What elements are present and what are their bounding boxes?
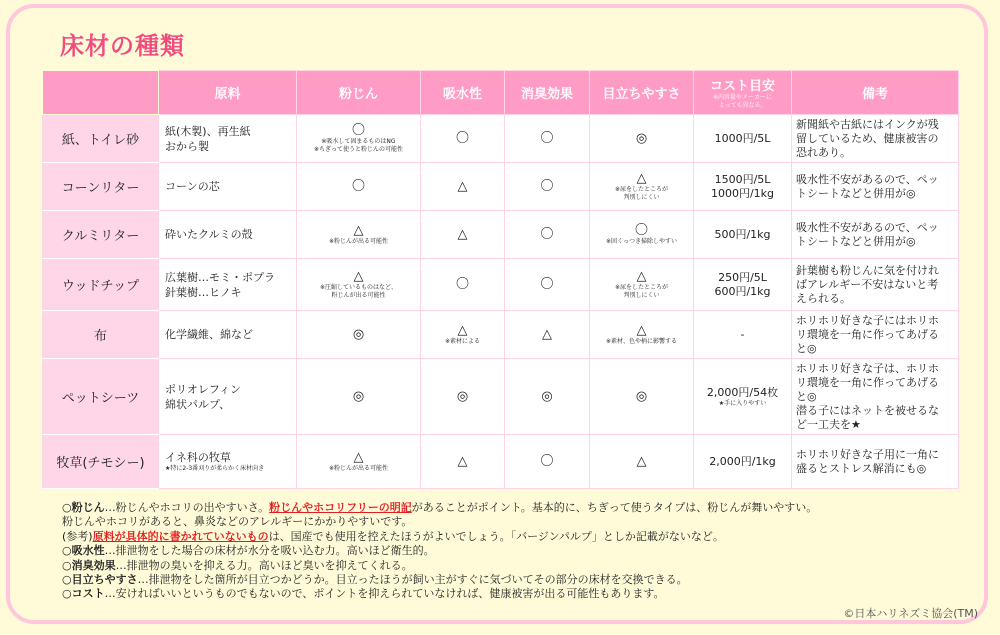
material-line: 化学繊維、綿など xyxy=(165,328,253,341)
dust-note: ※吸水して固まるものはNG xyxy=(321,138,396,145)
visibility-rating: △ xyxy=(636,171,647,186)
cell-remarks xyxy=(792,211,959,259)
note-bullet: ○ xyxy=(62,558,72,572)
cell-deodor xyxy=(505,311,590,359)
cell-visibility xyxy=(590,211,694,259)
note-emphasis: 原料が具体的に書かれていないもの xyxy=(92,529,269,543)
note-deodor xyxy=(62,559,962,573)
note-text: …排泄物をした箇所が目立つかどうか。目立ったほうが飼い主がすぐに気づいてその部分の床材を交換できる。 xyxy=(137,573,688,587)
table-row xyxy=(43,115,959,163)
dust-rating: △ xyxy=(353,223,364,238)
row-label: 牧草(チモシー) xyxy=(43,435,159,489)
remarks-line: トシートなどと併用が◎ xyxy=(796,186,916,200)
remarks-line: リ環境を一角に作ってあげる xyxy=(796,375,939,389)
remarks-line: ホリホリ好きな子用に一角に xyxy=(796,447,939,461)
absorb-rating: △ xyxy=(457,227,468,242)
dust-rating: △ xyxy=(353,269,364,284)
cell-visibility xyxy=(590,311,694,359)
copyright: ©日本ハリネズミ協会(TM) xyxy=(843,607,978,620)
cell-dust xyxy=(297,435,421,489)
deodor-rating: ◎ xyxy=(541,389,553,404)
cell-cost xyxy=(694,211,792,259)
visibility-rating: ◎ xyxy=(635,131,648,146)
note-text: 粉じんやホコリがあると、鼻炎などのアレルギーにかかりやすいです。 xyxy=(62,515,413,529)
cost-line: 2,000円/1kg xyxy=(709,454,776,468)
dust-note: 粉じんが出る可能性 xyxy=(331,292,386,299)
material-line: 砕いたクルミの殻 xyxy=(165,228,253,241)
note-text: …粉じんやホコリの出やすいさ。 xyxy=(104,501,270,514)
header-cost-note-1: ※内容量やメーカーに xyxy=(713,94,772,101)
dust-rating: ◎ xyxy=(352,327,365,342)
dust-note: ※粉じんが出る可能性 xyxy=(328,238,389,245)
dust-rating: △ xyxy=(353,450,364,465)
dust-rating: 〇 xyxy=(351,179,365,194)
cell-dust xyxy=(297,311,421,359)
remarks-line: トシートなどと併用が◎ xyxy=(796,234,916,248)
cell-remarks xyxy=(792,163,959,211)
row-label: 紙、トイレ砂 xyxy=(43,115,159,163)
deodor-rating: 〇 xyxy=(540,454,554,469)
note-reference xyxy=(62,530,962,544)
cost-line: 1000円/5L xyxy=(714,131,771,145)
cell-cost xyxy=(694,115,792,163)
page-title: 床材の種類 xyxy=(60,32,185,60)
legend-notes xyxy=(62,501,962,602)
visibility-note: 判別しにくい xyxy=(623,292,660,299)
table-row xyxy=(43,311,959,359)
cost-line: 250円/5L xyxy=(718,270,767,284)
remarks-line: 留しているため、健康被害の xyxy=(796,131,939,145)
absorb-rating: 〇 xyxy=(455,131,469,146)
cell-visibility xyxy=(590,359,694,435)
row-label: コーンリター xyxy=(43,163,159,211)
header-deodor: 消臭効果 xyxy=(505,71,590,115)
remarks-line: と◎ xyxy=(796,341,817,355)
note-text: …排泄物をした場合の床材が水分を吸い込む力。高いほど衛生的。 xyxy=(104,544,435,558)
table-row xyxy=(43,359,959,435)
cell-deodor xyxy=(505,163,590,211)
remarks-line: リ環境を一角に作ってあげる xyxy=(796,327,939,341)
material-note: ★特に2-3番刈りが柔らかく床材向き xyxy=(165,465,265,472)
dust-note: ※粉じんが出る可能性 xyxy=(328,465,389,472)
cell-deodor xyxy=(505,359,590,435)
note-text: …安ければいいというものでもないので、ポイントを抑えられていなければ、健康被害が出る可能性もあります。 xyxy=(104,587,665,601)
cost-line: 1500円/5L xyxy=(714,172,771,186)
deodor-rating: 〇 xyxy=(540,131,554,146)
material-line: ポリオレフィン xyxy=(165,382,242,396)
cell-absorb xyxy=(421,259,505,311)
cost-line: 1000円/1kg xyxy=(710,186,775,200)
cell-cost xyxy=(694,359,792,435)
remarks-line: 新聞紙や古紙にはインクが残 xyxy=(796,117,939,131)
cell-deodor xyxy=(505,115,590,163)
dust-note: ※圧縮しているものはなど、 xyxy=(319,284,398,291)
note-absorb xyxy=(62,544,962,558)
remarks-line: 吸水性不安があるので、ペッ xyxy=(796,220,939,234)
note-text: …排泄物の臭いを抑える力。高いほど臭いを抑えてくれる。 xyxy=(115,558,413,572)
remarks-line: 盛るとストレス解消にも◎ xyxy=(796,461,927,475)
visibility-note: ※素材、色や柄に影響する xyxy=(605,338,678,345)
table-row xyxy=(43,435,959,489)
note-bullet: ○ xyxy=(62,544,72,558)
note-term: コスト xyxy=(71,587,105,601)
material-line: 紙(木製)、再生紙 xyxy=(165,124,251,138)
table-row xyxy=(43,259,959,311)
dust-rating: 〇 xyxy=(351,123,365,138)
remarks-line: ホリホリ好きな子は、ホリホ xyxy=(796,361,939,375)
visibility-rating: 〇 xyxy=(634,223,648,238)
cell-absorb xyxy=(421,311,505,359)
note-term: 目立ちやすさ xyxy=(71,573,138,587)
cell-visibility xyxy=(590,163,694,211)
cost-line: 600円/1kg xyxy=(714,284,771,298)
cell-cost xyxy=(694,163,792,211)
material-line: 広葉樹…モミ・ポプラ xyxy=(165,270,275,284)
cell-absorb xyxy=(421,435,505,489)
cell-material xyxy=(159,311,297,359)
header-cost-label: コスト目安 xyxy=(709,79,775,94)
header-cost-note-2: よっても異なる。 xyxy=(718,102,767,109)
cell-absorb xyxy=(421,115,505,163)
cost-note: ★手に入りやすい xyxy=(718,399,767,407)
note-text: があることがポイント。基本的に、ちぎって使うタイプは、粉じんが舞いやすい。 xyxy=(411,501,818,514)
cell-deodor xyxy=(505,211,590,259)
remarks-line: 恐れあり。 xyxy=(796,145,851,159)
cell-material xyxy=(159,163,297,211)
absorb-rating: △ xyxy=(457,179,468,194)
cell-deodor xyxy=(505,259,590,311)
remarks-line: 針葉樹も粉じんに気を付けれ xyxy=(796,263,939,277)
note-term: 吸水性 xyxy=(71,544,105,558)
absorb-note: ※素材による xyxy=(444,338,481,345)
cell-dust xyxy=(297,359,421,435)
note-text: (参考) xyxy=(62,529,93,543)
bedding-comparison-table xyxy=(42,70,959,489)
note-dust xyxy=(62,501,962,515)
cell-material xyxy=(159,115,297,163)
cell-material xyxy=(159,435,297,489)
visibility-note: ※尿をしたところが xyxy=(614,186,669,193)
cost-line: 500円/1kg xyxy=(714,227,771,241)
remarks-line: 吸水性不安があるので、ペッ xyxy=(796,172,939,186)
cell-absorb xyxy=(421,211,505,259)
cost-line: 2,000円/54枚 xyxy=(706,385,779,399)
dust-rating: ◎ xyxy=(352,389,365,404)
material-line: イネ科の牧草 xyxy=(165,451,231,464)
cell-remarks xyxy=(792,359,959,435)
note-dust-2 xyxy=(62,515,962,529)
cell-visibility xyxy=(590,435,694,489)
remarks-line: 潜る子にはネットを被せるな xyxy=(796,403,939,417)
deodor-rating: 〇 xyxy=(540,277,554,292)
cell-remarks xyxy=(792,259,959,311)
cell-dust xyxy=(297,115,421,163)
cell-remarks xyxy=(792,435,959,489)
note-bullet: ○ xyxy=(62,573,72,587)
cell-deodor xyxy=(505,435,590,489)
cell-cost xyxy=(694,435,792,489)
remarks-line: と◎ xyxy=(796,389,817,403)
absorb-rating: ◎ xyxy=(456,389,469,404)
cell-absorb xyxy=(421,163,505,211)
material-line: 針葉樹…ヒノキ xyxy=(165,285,242,299)
row-label: クルミリター xyxy=(43,211,159,259)
cell-remarks xyxy=(792,115,959,163)
header-cost xyxy=(694,71,792,115)
header-visibility: 目立ちやすさ xyxy=(590,71,694,115)
note-text: は、国産でも使用を控えたほうがよいでしょう。「バージンパルプ」としか記載がないなど。 xyxy=(268,529,724,543)
cell-material xyxy=(159,211,297,259)
cell-dust xyxy=(297,163,421,211)
visibility-rating: △ xyxy=(636,454,647,469)
table-row xyxy=(43,211,959,259)
note-bullet: ○ xyxy=(62,501,72,514)
visibility-note: ※尿をしたところが xyxy=(614,284,669,291)
material-line: 綿状パルプ、 xyxy=(165,397,231,411)
material-line: おから製 xyxy=(165,139,209,153)
material-line: コーンの芯 xyxy=(165,180,220,193)
visibility-rating: ◎ xyxy=(635,389,648,404)
cell-dust xyxy=(297,211,421,259)
cell-material xyxy=(159,259,297,311)
deodor-rating: △ xyxy=(542,327,552,342)
header-corner xyxy=(43,71,159,115)
cell-visibility xyxy=(590,115,694,163)
cell-material xyxy=(159,359,297,435)
remarks-line: ど一工夫を★ xyxy=(796,417,861,431)
header-dust: 粉じん xyxy=(297,71,421,115)
cell-absorb xyxy=(421,359,505,435)
row-label: ウッドチップ xyxy=(43,259,159,311)
note-term: 粉じん xyxy=(71,501,105,514)
note-term: 消臭効果 xyxy=(71,558,116,572)
note-cost xyxy=(62,587,962,601)
header-absorb: 吸水性 xyxy=(421,71,505,115)
absorb-rating: 〇 xyxy=(455,277,469,292)
deodor-rating: 〇 xyxy=(540,227,554,242)
header-remarks: 備考 xyxy=(792,71,959,115)
visibility-note: 判別しにくい xyxy=(623,194,660,201)
absorb-rating: △ xyxy=(457,454,468,469)
cost-line: - xyxy=(740,327,745,341)
table-row xyxy=(43,163,959,211)
dust-note: ※ちぎって使うと粉じんの可能性 xyxy=(313,146,404,153)
note-bullet: ○ xyxy=(62,587,72,601)
row-label: 布 xyxy=(43,311,159,359)
visibility-rating: △ xyxy=(636,269,647,284)
cell-cost xyxy=(694,311,792,359)
row-label: ペットシーツ xyxy=(43,359,159,435)
remarks-line: ホリホリ好きな子にはホリホ xyxy=(796,313,939,327)
cell-visibility xyxy=(590,259,694,311)
remarks-line: ばアレルギー不安はないと考 xyxy=(796,277,939,291)
deodor-rating: 〇 xyxy=(540,179,554,194)
cell-cost xyxy=(694,259,792,311)
visibility-rating: △ xyxy=(636,323,647,338)
note-emphasis: 粉じんやホコリフリーの明記 xyxy=(269,501,412,514)
cell-dust xyxy=(297,259,421,311)
table-body xyxy=(43,115,959,489)
visibility-note: ※固くっつき掃除しやすい xyxy=(606,238,677,245)
note-visibility xyxy=(62,573,962,587)
remarks-line: えられる。 xyxy=(796,291,851,305)
cell-remarks xyxy=(792,311,959,359)
header-material: 原料 xyxy=(159,71,297,115)
absorb-rating: △ xyxy=(457,323,468,338)
